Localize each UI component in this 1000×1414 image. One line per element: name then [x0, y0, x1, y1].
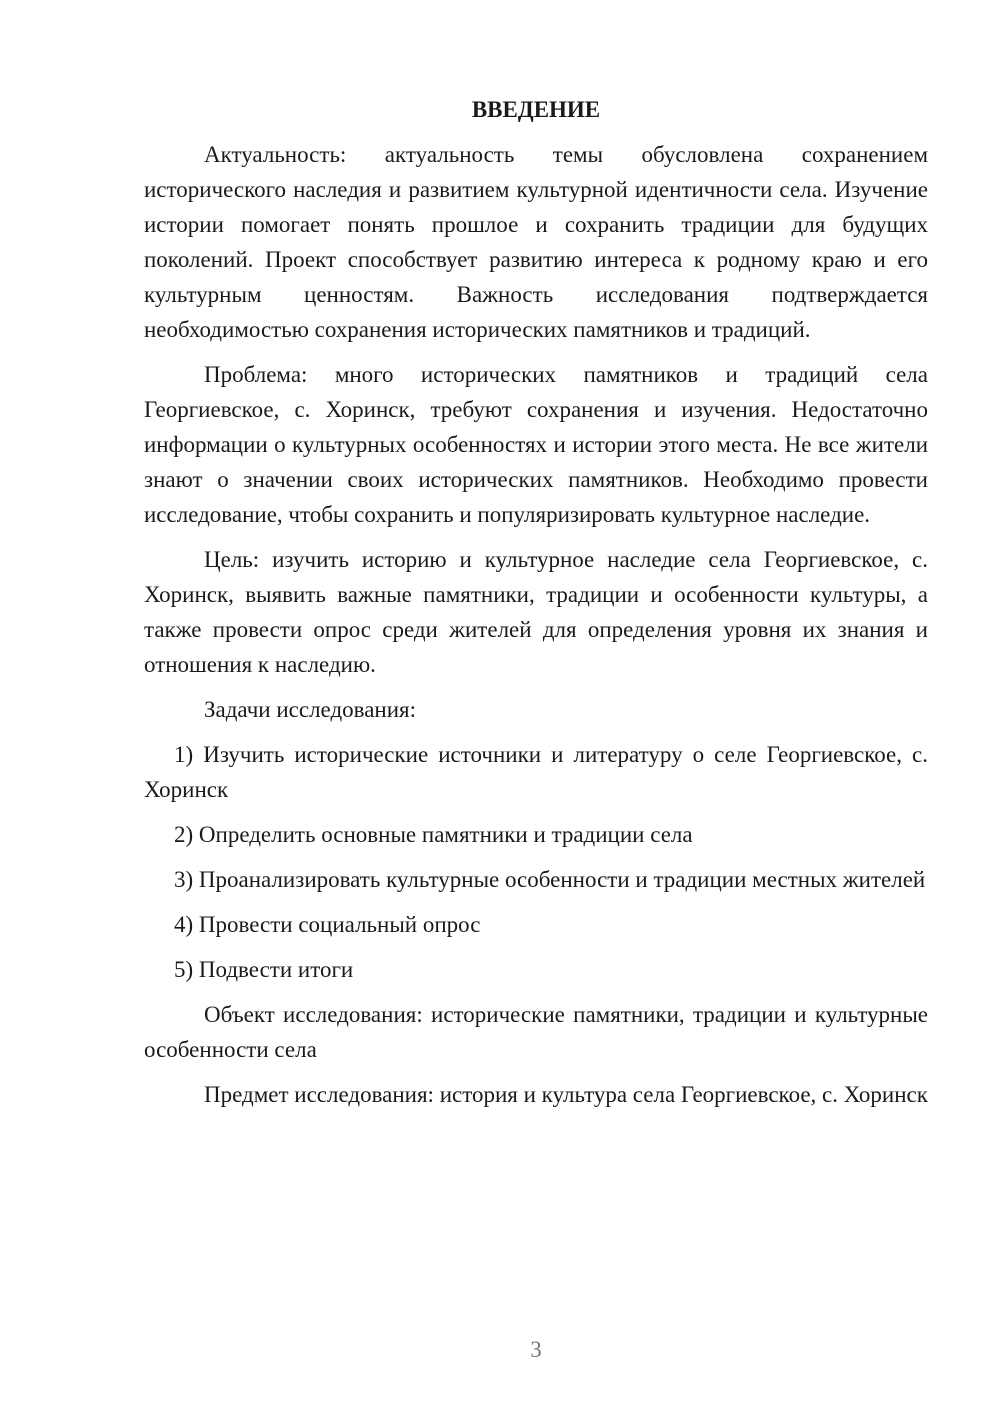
paragraph-goal: Цель: изучить историю и культурное наследие села Георгиевское, с. Хоринск, выявить важные памятники, традиции и особенности культуры, а также провести опрос среди жителей для определения уровня их знания и отношения к наследию.	[144, 547, 928, 677]
task-item-5: 5) Подвести итоги	[174, 957, 354, 982]
task-item-1: 1) Изучить исторические источники и литературу о селе Георгиевское, с. Хоринск	[144, 742, 928, 802]
paragraph-relevance: Актуальность: актуальность темы обусловлена сохранением исторического наследия и развитием культурной идентичности села. Изучение истории помогает понять прошлое и сохранить традиции для будущих поколений. Проект способствует развитию интереса к родному краю и его культурным ценностям. Важность исследования подтверждается необходимостью сохранения исторических памятников и традиций.	[144, 142, 928, 342]
paragraph-problem: Проблема: много исторических памятников и традиций села Георгиевское, с. Хоринск, требуют сохранения и изучения. Недостаточно информации о культурных особенностях и истории этого места. Не все жители знают о значении своих исторических памятников. Необходимо провести исследование, чтобы сохранить и популяризировать культурное наследие.	[144, 362, 928, 527]
task-item-4: 4) Провести социальный опрос	[174, 912, 481, 937]
section-title: ВВЕДЕНИЕ	[471, 97, 601, 122]
text-block	[144, 92, 928, 1122]
page-number: 3	[530, 1337, 542, 1362]
task-item-2: 2) Определить основные памятники и традиции села	[174, 822, 693, 847]
paragraph-object: Объект исследования: исторические памятники, традиции и культурные особенности села	[144, 1002, 928, 1062]
task-item-3: 3) Проанализировать культурные особенности и традиции местных жителей	[174, 867, 926, 892]
paragraph-tasks-heading: Задачи исследования:	[204, 697, 417, 722]
paragraph-subject: Предмет исследования: история и культура села Георгиевское, с. Хоринск	[204, 1082, 928, 1107]
